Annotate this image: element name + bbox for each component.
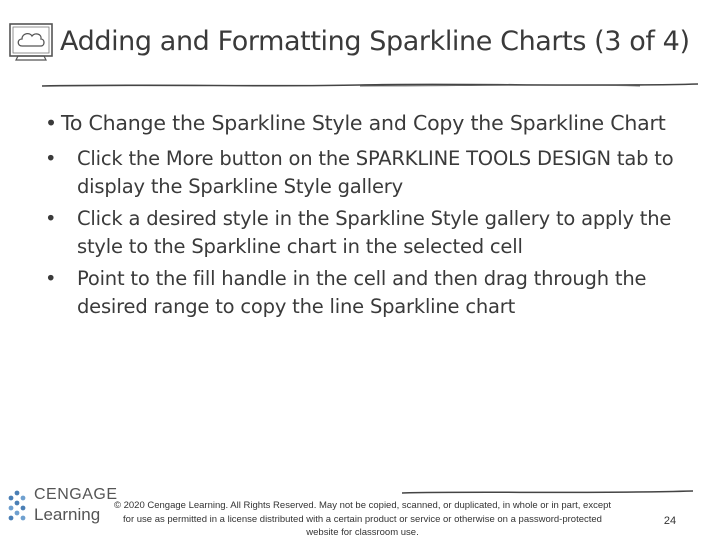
cengage-dots-icon <box>6 489 28 525</box>
copyright-notice: © 2020 Cengage Learning. All Rights Reserved. May not be copied, scanned, or duplicated, in whole or in part, except for use as permitted in a license distributed with a certain product or service or otherwise on a password-protected website for classroom use. <box>113 500 612 538</box>
bullet-marker: • <box>45 207 57 230</box>
logo-wordmark-top: CENGAGE <box>34 486 118 503</box>
slide-title: Adding and Formatting Sparkline Charts (3 of 4) <box>60 26 690 57</box>
sub-bullet-text: Click a desired style in the Sparkline Style gallery to apply the style to the Sparkline chart in the selected cell <box>77 207 672 258</box>
footer-divider <box>400 486 695 498</box>
cengage-logo <box>6 486 118 530</box>
bullet-marker: • <box>45 267 57 290</box>
sub-bullet <box>45 205 720 261</box>
bullet-heading-text: To Change the Sparkline Style and Copy the Sparkline Chart <box>61 111 666 135</box>
sub-bullet <box>45 265 720 321</box>
bullet-marker: • <box>45 111 57 135</box>
title-divider <box>40 78 700 92</box>
sub-bullet-text: Click the More button on the SPARKLINE TOOLS DESIGN tab to display the Sparkline Style gallery <box>77 147 674 198</box>
sub-bullet-text: Point to the fill handle in the cell and then drag through the desired range to copy the line Sparkline chart <box>77 267 647 318</box>
page-number: 24 <box>663 515 677 527</box>
bullet-heading <box>45 108 705 138</box>
sub-bullet <box>45 145 720 201</box>
logo-wordmark-bottom: Learning <box>34 505 101 524</box>
bullet-marker: • <box>45 147 57 170</box>
cloud-monitor-icon <box>8 18 54 68</box>
